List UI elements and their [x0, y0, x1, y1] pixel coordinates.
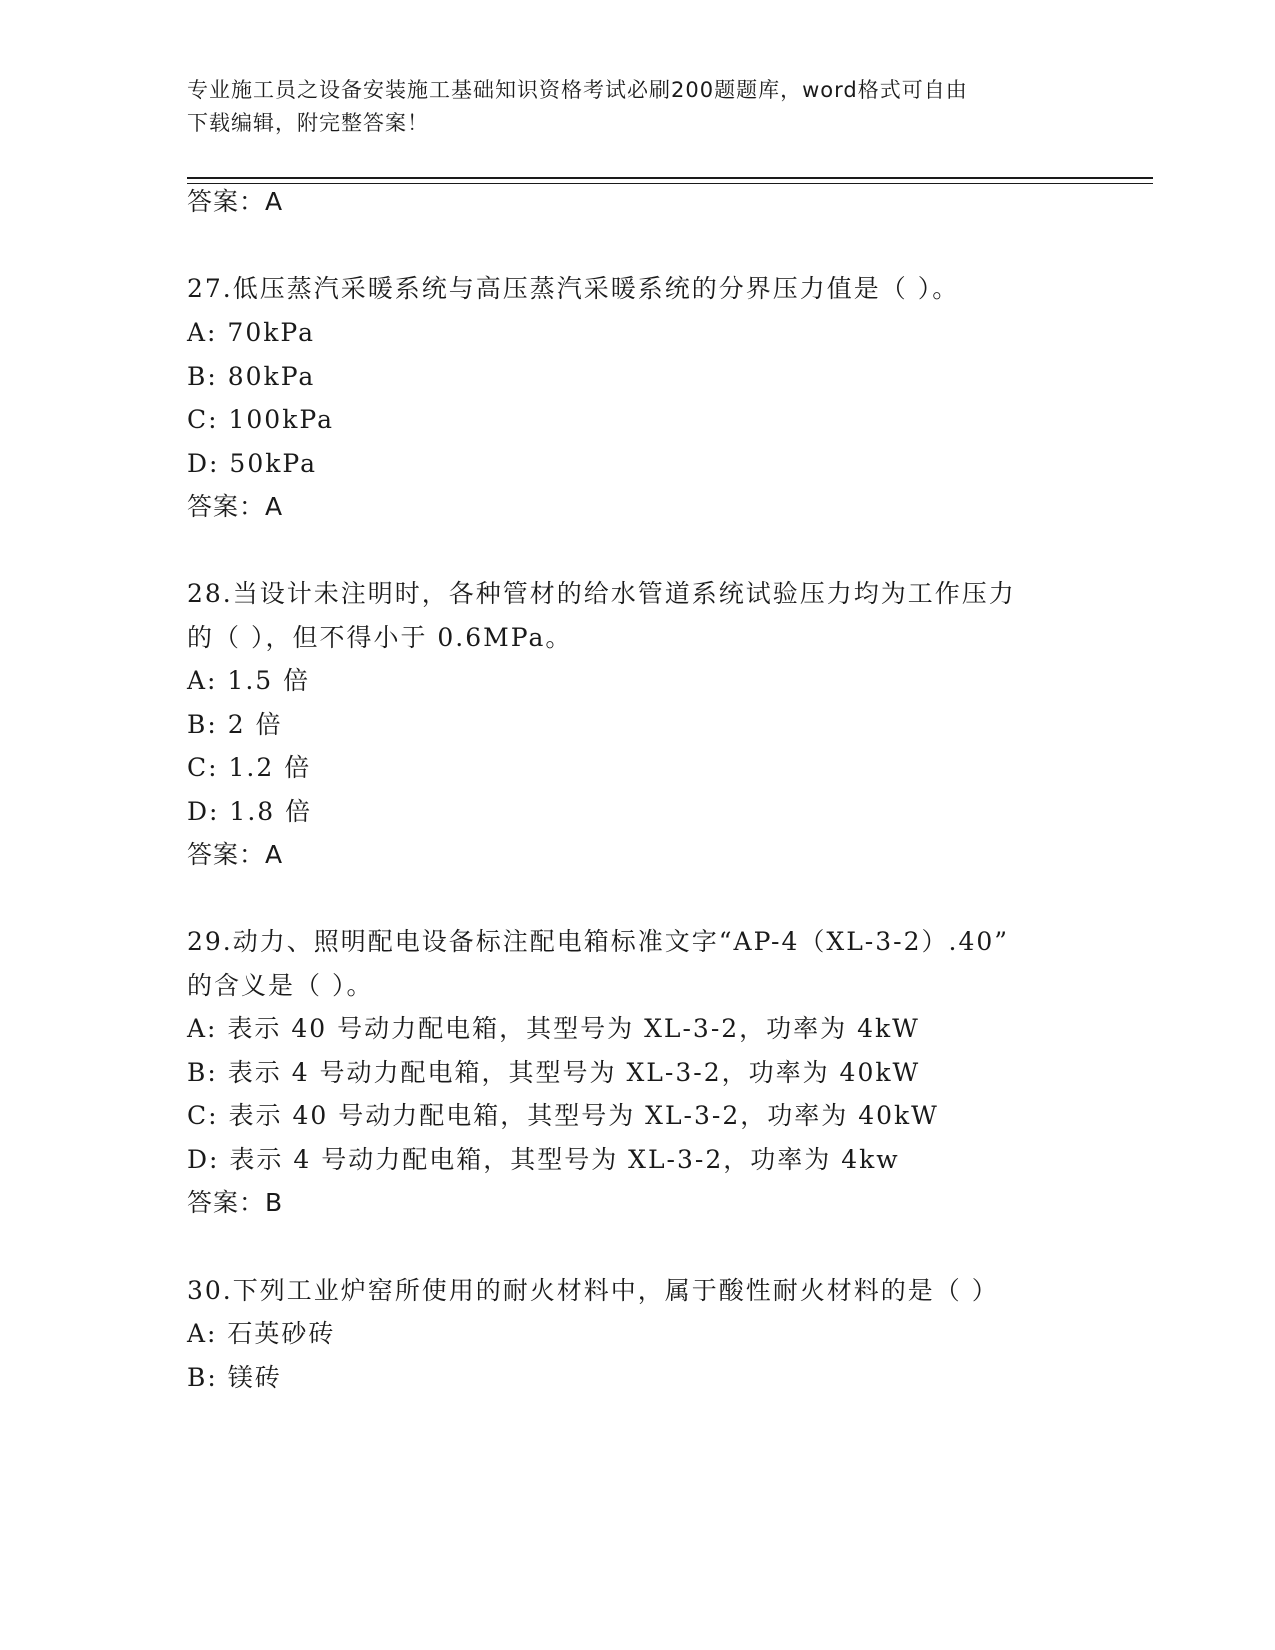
question-27-option-a: A: 70kPa — [187, 318, 315, 347]
header-title-line-1: 专业施工员之设备安装施工基础知识资格考试必刷200题题库，word格式可自由 — [187, 78, 968, 102]
question-29-stem-line-1: 29.动力、照明配电设备标注配电箱标准文字“AP-4（XL-3-2）.40” — [187, 927, 1010, 956]
document-header — [187, 74, 1067, 140]
question-28-stem-line-2: 的（ ），但不得小于 0.6MPa。 — [187, 623, 573, 652]
question-27-option-b: B: 80kPa — [187, 362, 316, 391]
question-27-option-d: D: 50kPa — [187, 449, 317, 478]
question-28-option-a: A: 1.5 倍 — [187, 666, 311, 695]
question-28-option-c: C: 1.2 倍 — [187, 753, 312, 782]
question-30-stem: 30.下列工业炉窑所使用的耐火材料中，属于酸性耐火材料的是（ ） — [187, 1276, 999, 1305]
question-30-option-a: A: 石英砂砖 — [187, 1319, 336, 1348]
question-27-answer: 答案：A — [187, 492, 284, 521]
header-divider-thick — [187, 177, 1153, 179]
question-28-option-d: D: 1.8 倍 — [187, 797, 313, 826]
header-divider-thin — [187, 183, 1153, 184]
question-29-option-c: C: 表示 40 号动力配电箱，其型号为 XL-3-2，功率为 40kW — [187, 1101, 939, 1130]
question-28-answer: 答案：A — [187, 840, 284, 869]
question-30-option-b: B: 镁砖 — [187, 1363, 282, 1392]
question-29-answer: 答案：B — [187, 1188, 284, 1217]
question-28-stem-line-1: 28.当设计未注明时，各种管材的给水管道系统试验压力均为工作压力 — [187, 579, 1016, 608]
previous-answer: 答案：A — [187, 187, 284, 216]
question-29-option-d: D: 表示 4 号动力配电箱，其型号为 XL-3-2，功率为 4kw — [187, 1145, 900, 1174]
question-27-option-c: C: 100kPa — [187, 405, 334, 434]
question-28-option-b: B: 2 倍 — [187, 710, 283, 739]
question-27-stem: 27.低压蒸汽采暖系统与高压蒸汽采暖系统的分界压力值是（ ）。 — [187, 274, 960, 303]
question-29-option-a: A: 表示 40 号动力配电箱，其型号为 XL-3-2，功率为 4kW — [187, 1014, 920, 1043]
header-title-line-2: 下载编辑，附完整答案！ — [187, 111, 429, 135]
question-29-stem-line-2: 的含义是（ ）。 — [187, 971, 374, 1000]
question-29-option-b: B: 表示 4 号动力配电箱，其型号为 XL-3-2，功率为 40kW — [187, 1058, 921, 1087]
